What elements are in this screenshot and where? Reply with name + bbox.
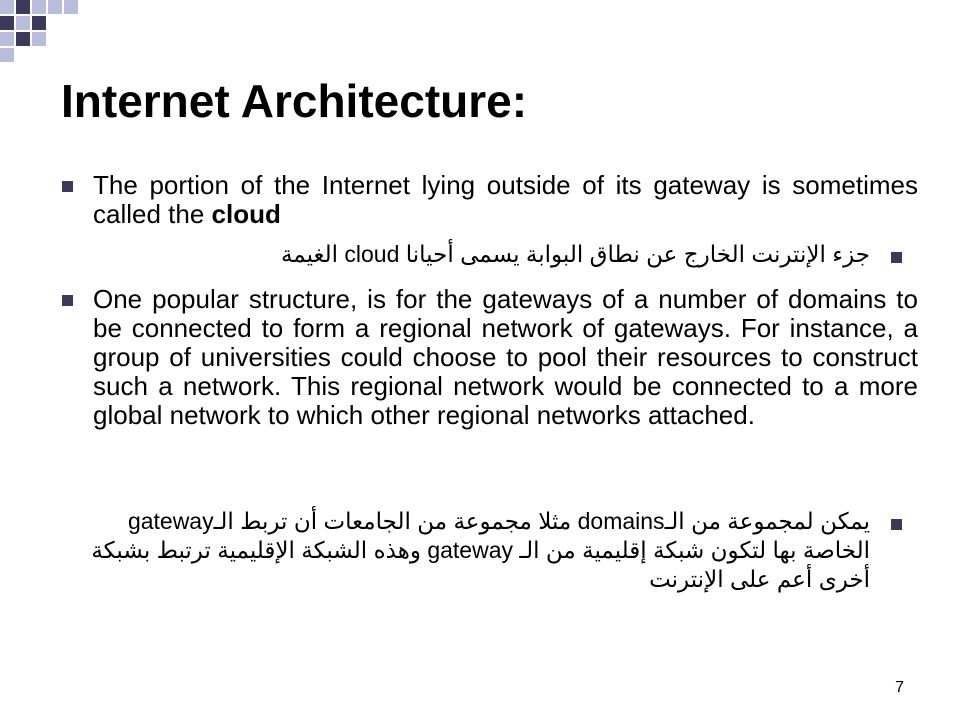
bullet-text: The portion of the Internet lying outside of its gateway is sometimes called the xyxy=(93,170,918,229)
bullet-marker-icon xyxy=(62,295,73,306)
bullet-bold-term: cloud xyxy=(211,199,281,229)
bullet-text: جزء الإنترنت الخارج عن نطاق البوابة يسمى أحيانا cloud الغيمة xyxy=(280,241,870,267)
bullet-marker-icon xyxy=(891,519,902,530)
bullet-item-arabic xyxy=(60,240,870,269)
bullet-marker-icon xyxy=(891,252,902,263)
bullet-text: One popular structure, is for the gateways of a number of domains to be connected to form a regional network of gateways. For instance, a group of universities could choose to pool their resources to construct such a network. This regional network would be connected to a more global network to which other regional networks attached. xyxy=(93,284,918,430)
slide-title: Internet Architecture: xyxy=(61,75,528,127)
bullet-item xyxy=(93,171,918,229)
bullet-marker-icon xyxy=(62,181,73,192)
page-number: 7 xyxy=(895,679,904,696)
bullet-text: يمكن لمجموعة من الـdomains مثلا مجموعة من الجامعات أن تربط الـgateway الخاصة بها لتكون شبكة إقليمية من الـ gateway وهذه الشبكة الإقليمية ترتبط بشبكة أخرى أعم على الإنترنت xyxy=(91,508,870,592)
bullet-item xyxy=(93,285,918,430)
bullet-item-arabic xyxy=(60,507,870,594)
